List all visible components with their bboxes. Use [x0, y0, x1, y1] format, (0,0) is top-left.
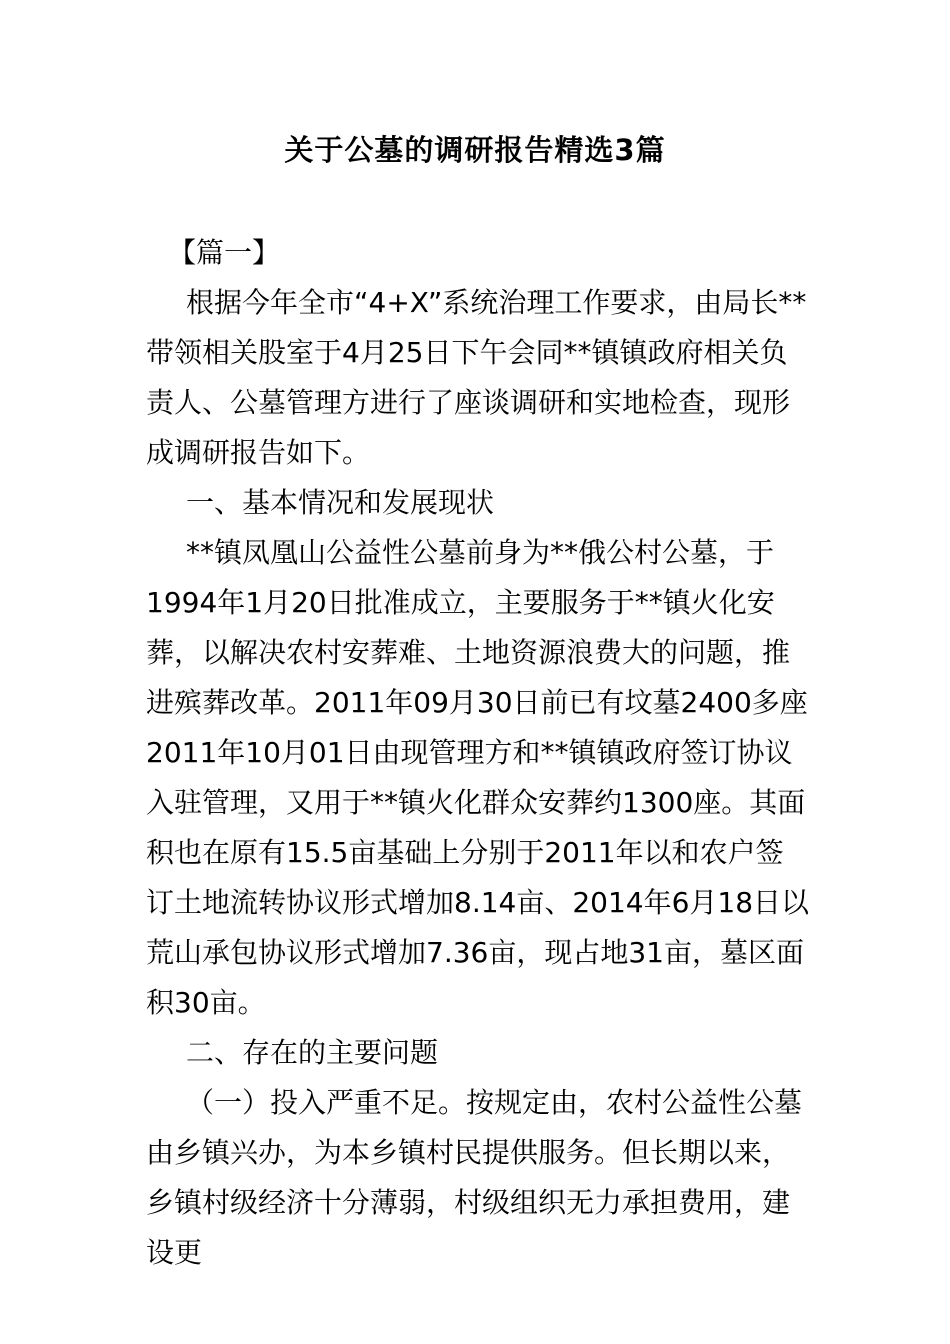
- section-label: 【篇一】: [168, 236, 281, 269]
- document-title: 关于公墓的调研报告精选3篇: [284, 133, 666, 167]
- paragraph-basic-situation: **镇凤凰山公益性公墓前身为**俄公村公墓，于1994年1月20日批准成立，主要服务于**镇火化安葬，以解决农村安葬难、土地资源浪费大的问题，推进殡葬改革。2011年09月30日前已有坟墓2400多座2011年10月01日由现管理方和**镇镇政府签订协议入驻管理，又用于**镇火化群众安葬约1300座。其面积也在原有15.5亩基础上分别于2011年以和农户签订土地流转协议形式增加8.14亩、2014年6月18日以荒山承包协议形式增加7.36亩，现占地31亩，墓区面积30亩。: [146, 536, 810, 1019]
- heading-basic-situation: 一、基本情况和发展现状: [186, 486, 495, 519]
- document-body: [146, 228, 811, 1278]
- paragraph-problem-one: （一）投入严重不足。按规定由，农村公益性公墓由乡镇兴办，为本乡镇村民提供服务。但长期以来，乡镇村级经济十分薄弱，村级组织无力承担费用，建设更: [146, 1086, 803, 1269]
- heading-main-problems: 二、存在的主要问题: [186, 1036, 439, 1069]
- paragraph-intro: 根据今年全市“4+X”系统治理工作要求，由局长**带领相关股室于4月25日下午会同**镇镇政府相关负责人、公墓管理方进行了座谈调研和实地检查，现形成调研报告如下。: [146, 286, 807, 469]
